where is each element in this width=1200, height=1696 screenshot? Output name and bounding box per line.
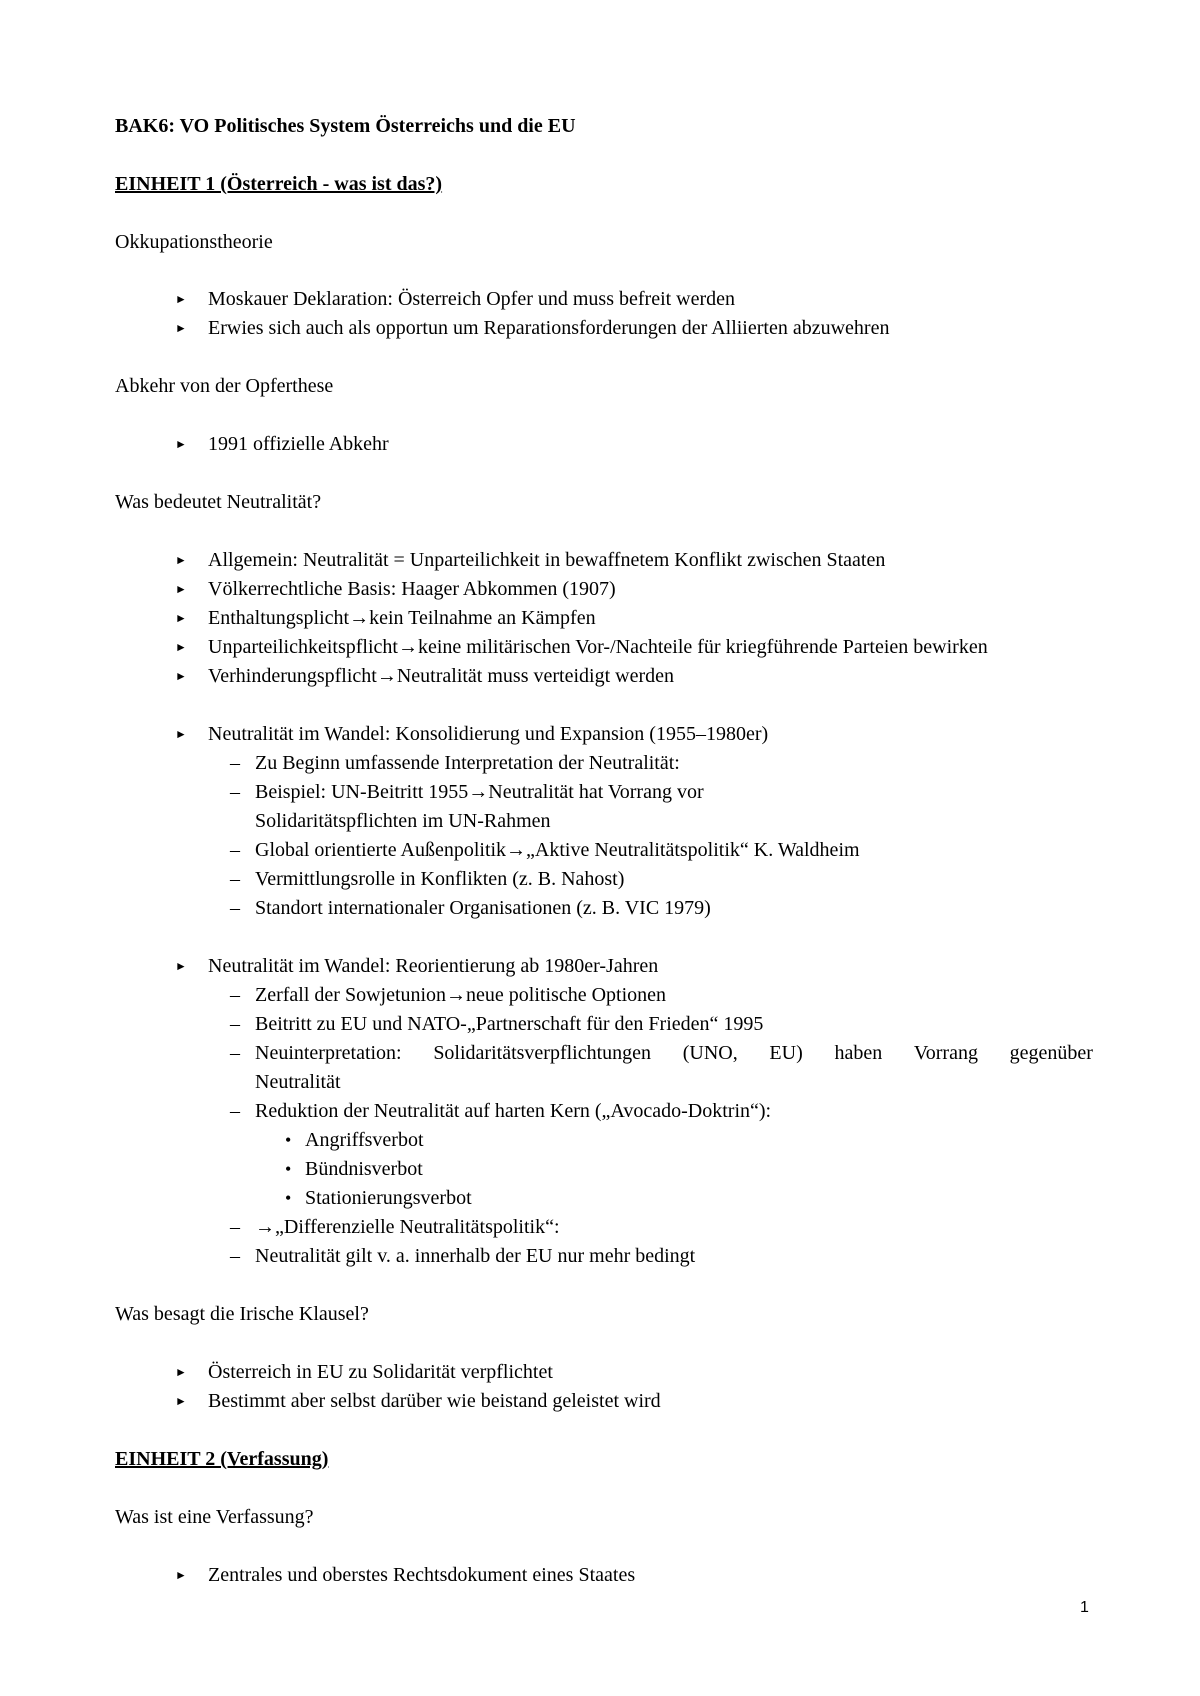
dot-bullet-icon: • — [285, 1188, 292, 1208]
dash-bullet-icon: – — [230, 868, 240, 890]
dash-bullet-icon: – — [230, 1245, 240, 1267]
arrow-bullet-icon: ► — [175, 582, 187, 596]
arrow-bullet-icon: ► — [175, 1365, 187, 1379]
justified-word: haben — [834, 1042, 883, 1064]
list-item-text: Zentrales und oberstes Rechtsdokument eines Staates — [208, 1564, 636, 1586]
dash-bullet-icon: – — [230, 781, 240, 803]
arrow-bullet-icon: ► — [175, 959, 187, 973]
dash-item-text: Zerfall der Sowjetunion→neue politische Optionen — [255, 984, 667, 1006]
justified-word: EU) — [769, 1042, 803, 1064]
list-item-text: Völkerrechtliche Basis: Haager Abkommen (1907) — [208, 578, 616, 600]
unit2-heading: EINHEIT 2 (Verfassung) — [115, 1448, 329, 1470]
arrow-bullet-icon: ► — [175, 727, 187, 741]
irisch-label: Was besagt die Irische Klausel? — [115, 1303, 369, 1325]
dash-bullet-icon: – — [230, 1100, 240, 1122]
arrow-bullet-icon: ► — [175, 321, 187, 335]
justified-word: Solidaritätsverpflichtungen — [433, 1042, 652, 1064]
arrow-bullet-icon: ► — [175, 292, 187, 306]
list-item-text: Verhinderungspflicht→Neutralität muss verteidigt werden — [208, 665, 674, 687]
arrow-bullet-icon: ► — [175, 640, 187, 654]
neutralitaet-label: Was bedeutet Neutralität? — [115, 491, 322, 513]
dash-bullet-icon: – — [230, 752, 240, 774]
justified-word: (UNO, — [682, 1042, 738, 1064]
okkupation-label: Okkupationstheorie — [115, 231, 273, 253]
dash-bullet-icon: – — [230, 984, 240, 1006]
dash-bullet-icon: – — [230, 839, 240, 861]
unit1-heading: EINHEIT 1 (Österreich - was ist das?) — [115, 173, 443, 195]
dash-item-text: Beispiel: UN-Beitritt 1955→Neutralität hat Vorrang vor — [255, 781, 704, 803]
dash-item-text: Standort internationaler Organisationen (z. B. VIC 1979) — [255, 897, 711, 919]
sub-list-item-text: Angriffsverbot — [305, 1129, 424, 1151]
dash-bullet-icon: – — [230, 1042, 240, 1064]
dash-item-text: Reduktion der Neutralität auf harten Kern („Avocado-Doktrin“): — [255, 1100, 772, 1122]
arrow-bullet-icon: ► — [175, 669, 187, 683]
dash-item-text: Global orientierte Außenpolitik→„Aktive Neutralitätspolitik“ K. Waldheim — [255, 839, 860, 861]
dash-item-text: Vermittlungsrolle in Konflikten (z. B. Nahost) — [255, 868, 625, 890]
list-item-text: Österreich in EU zu Solidarität verpflichtet — [208, 1361, 553, 1383]
list-item-text: Neutralität im Wandel: Reorientierung ab 1980er-Jahren — [208, 955, 659, 977]
arrow-bullet-icon: ► — [175, 1568, 187, 1582]
verfassung-label: Was ist eine Verfassung? — [115, 1506, 314, 1528]
page-number: 1 — [1080, 1599, 1089, 1616]
list-item-text: Bestimmt aber selbst darüber wie beistand geleistet wird — [208, 1390, 661, 1412]
dash-item-justified-text — [255, 1039, 1093, 1068]
arrow-bullet-icon: ► — [175, 1394, 187, 1408]
list-item-text: Moskauer Deklaration: Österreich Opfer und muss befreit werden — [208, 288, 736, 310]
sub-list-item-text: Bündnisverbot — [305, 1158, 423, 1180]
justified-word: Vorrang — [913, 1042, 978, 1064]
dash-item-text: →„Differenzielle Neutralitätspolitik“: — [255, 1216, 560, 1238]
arrow-bullet-icon: ► — [175, 611, 187, 625]
dot-bullet-icon: • — [285, 1159, 292, 1179]
list-item-text: Enthaltungsplicht→kein Teilnahme an Kämpfen — [208, 607, 596, 629]
dot-bullet-icon: • — [285, 1130, 292, 1150]
list-item-text: 1991 offizielle Abkehr — [208, 433, 389, 455]
dash-bullet-icon: – — [230, 1216, 240, 1238]
dash-item-continuation: Solidaritätspflichten im UN-Rahmen — [255, 810, 551, 832]
dash-item-continuation: Neutralität — [255, 1071, 341, 1093]
dash-item-text: Neutralität gilt v. a. innerhalb der EU nur mehr bedingt — [255, 1245, 696, 1267]
arrow-bullet-icon: ► — [175, 553, 187, 567]
dash-item-text: Beitritt zu EU und NATO-„Partnerschaft für den Frieden“ 1995 — [255, 1013, 764, 1035]
justified-word: Neuinterpretation: — [255, 1042, 402, 1064]
dash-bullet-icon: – — [230, 897, 240, 919]
dash-bullet-icon: – — [230, 1013, 240, 1035]
document-title: BAK6: VO Politisches System Österreichs und die EU — [115, 115, 576, 137]
sub-list-item-text: Stationierungsverbot — [305, 1187, 472, 1209]
list-item-text: Neutralität im Wandel: Konsolidierung und Expansion (1955–1980er) — [208, 723, 769, 745]
dash-item-text: Zu Beginn umfassende Interpretation der Neutralität: — [255, 752, 680, 774]
arrow-bullet-icon: ► — [175, 437, 187, 451]
justified-word: gegenüber — [1009, 1042, 1093, 1064]
abkehr-label: Abkehr von der Opferthese — [115, 375, 334, 397]
list-item-text: Allgemein: Neutralität = Unparteilichkeit in bewaffnetem Konflikt zwischen Staaten — [208, 549, 886, 571]
list-item-text: Unparteilichkeitspflicht→keine militärischen Vor-/Nachteile für kriegführende Parteien bewirken — [208, 636, 988, 658]
list-item-text: Erwies sich auch als opportun um Reparationsforderungen der Alliierten abzuwehren — [208, 317, 890, 339]
